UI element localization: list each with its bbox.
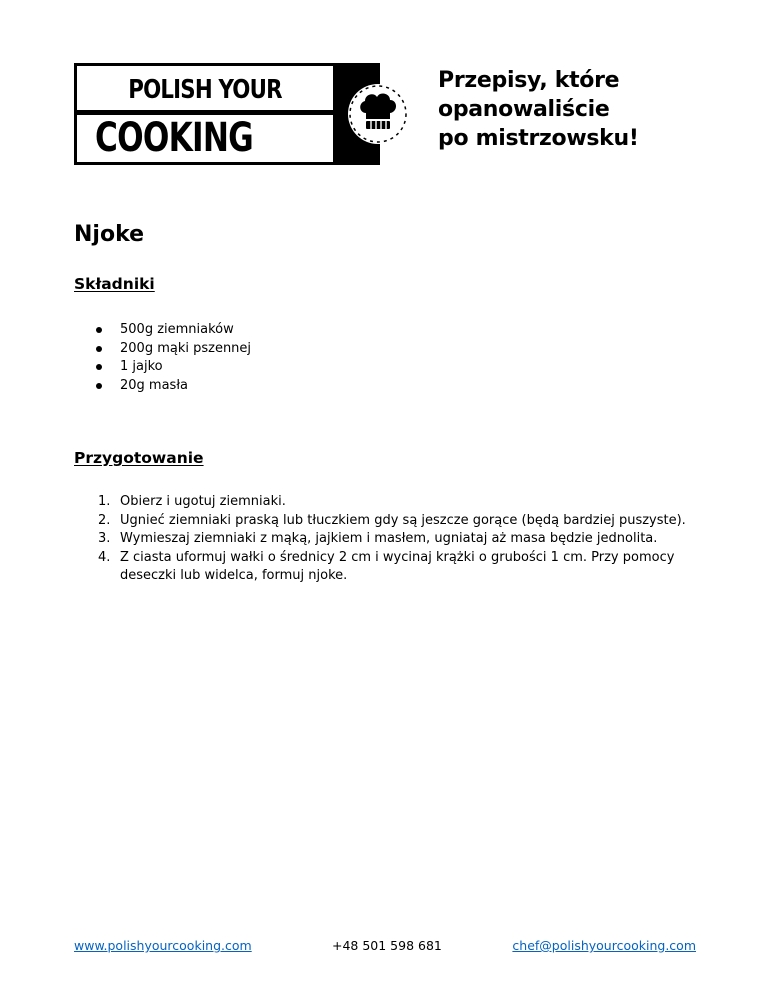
email-link[interactable]: chef@polishyourcooking.com (512, 938, 696, 953)
ingredients-heading: Składniki (74, 275, 155, 293)
tagline (438, 66, 738, 153)
list-item (74, 530, 694, 549)
step-number: 4. (98, 549, 111, 565)
preparation-heading: Przygotowanie (74, 449, 204, 467)
ingredient-text: 1 jajko (120, 359, 163, 374)
preparation-steps (74, 493, 694, 586)
list-item (74, 377, 251, 396)
tagline-line: po mistrzowsku! (438, 126, 639, 151)
list-item (74, 358, 251, 377)
step-number: 2. (98, 512, 111, 528)
list-item (74, 321, 251, 340)
step-number: 1. (98, 494, 111, 509)
footer (74, 936, 696, 956)
step-number: 3. (98, 531, 111, 546)
tagline-line: opanowaliście (438, 97, 610, 122)
phone-number: +48 501 598 681 (332, 938, 442, 953)
tagline-line: Przepisy, które (438, 68, 620, 93)
list-item (74, 549, 694, 586)
logo-line-polish-your: POLISH YOUR (128, 75, 282, 105)
bullet-icon (96, 327, 102, 333)
ingredient-text: 20g masła (120, 377, 188, 393)
step-text: Ugnieć ziemniaki praską lub tłuczkiem gdy są jeszcze gorące (będą bardziej puszyste). (120, 512, 686, 528)
step-text: Wymieszaj ziemniaki z mąką, jajkiem i masłem, ugniataj aż masa będzie jednolita. (120, 531, 658, 546)
recipe-title: Njoke (74, 222, 145, 247)
list-item (74, 493, 694, 512)
bullet-icon (96, 364, 102, 370)
ingredient-text: 500g ziemniaków (120, 322, 234, 337)
list-item (74, 340, 251, 359)
bullet-icon (96, 346, 102, 352)
ingredient-text: 200g mąki pszennej (120, 340, 252, 356)
bullet-icon (96, 383, 102, 389)
step-text: Obierz i ugotuj ziemniaki. (120, 494, 286, 509)
logo-line-cooking: COOKING (95, 115, 253, 161)
logo-text-panel (77, 66, 333, 162)
list-item (74, 512, 694, 531)
brand-logo (74, 63, 380, 165)
ingredients-list (74, 321, 251, 395)
step-text: Z ciasta uformuj wałki o średnicy 2 cm i wycinaj krążki o grubości 1 cm. Przy pomocy deseczki lub widelca, formuj njoke. (120, 549, 675, 583)
website-link[interactable]: www.polishyourcooking.com (74, 938, 252, 953)
